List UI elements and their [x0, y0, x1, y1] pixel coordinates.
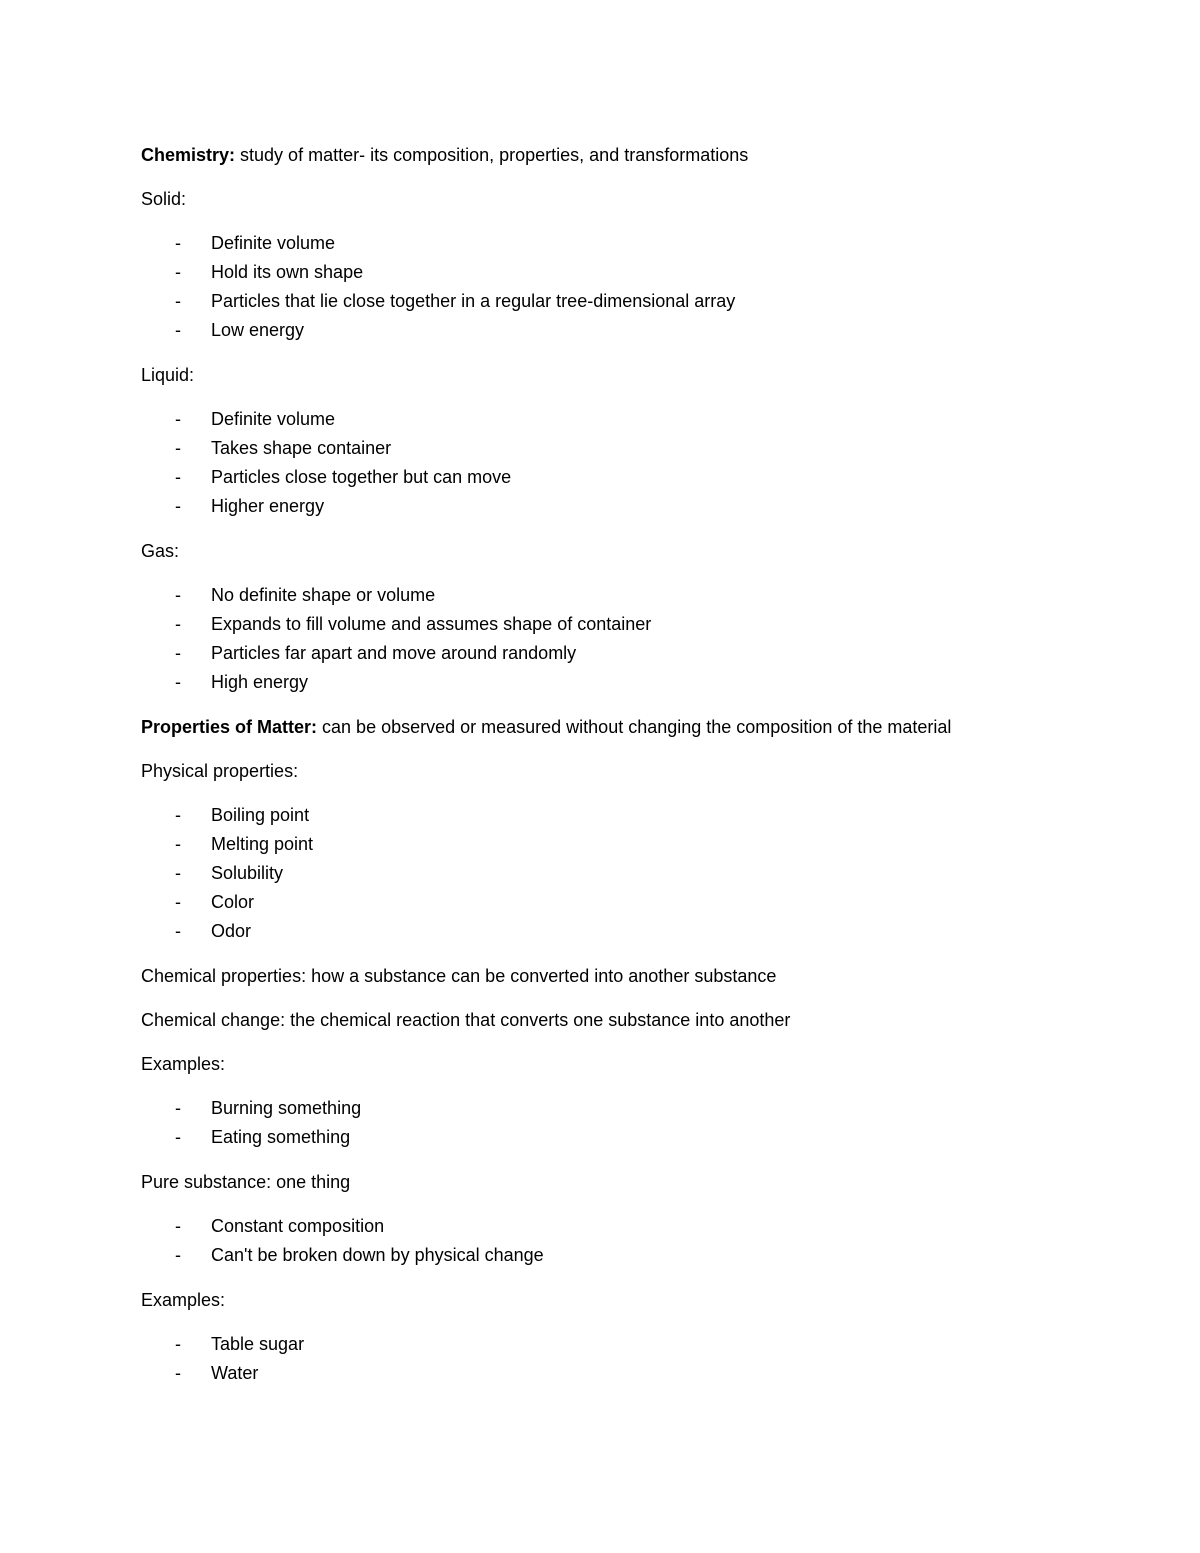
list-item	[141, 801, 1101, 830]
examples-list-2	[141, 1330, 1101, 1388]
list-item-text: Particles that lie close together in a regular tree-dimensional array	[211, 291, 736, 311]
list-item	[141, 1094, 1101, 1123]
list-item-text: Melting point	[211, 834, 314, 854]
list-item-text: Definite volume	[211, 409, 336, 429]
list-item-text: Takes shape container	[211, 438, 392, 458]
dash-bullet: -	[175, 614, 181, 634]
list-item-text: Definite volume	[211, 233, 336, 253]
list-item	[141, 859, 1101, 888]
pure-substance-list	[141, 1212, 1101, 1270]
list-item-text: Particles close together but can move	[211, 467, 512, 487]
physical-properties-list	[141, 801, 1101, 946]
list-item-text: Low energy	[211, 320, 305, 340]
physical-properties-heading: Physical properties:	[141, 761, 299, 781]
dash-bullet: -	[175, 1098, 181, 1118]
dash-bullet: -	[175, 233, 181, 253]
list-item	[141, 258, 1101, 287]
liquid-heading: Liquid:	[141, 365, 195, 385]
list-item	[141, 610, 1101, 639]
list-item-text: Hold its own shape	[211, 262, 364, 282]
list-item-text: No definite shape or volume	[211, 585, 436, 605]
chemistry-term: Chemistry:	[141, 145, 236, 165]
dash-bullet: -	[175, 467, 181, 487]
dash-bullet: -	[175, 1127, 181, 1147]
dash-bullet: -	[175, 409, 181, 429]
list-item-text: High energy	[211, 672, 309, 692]
gas-list	[141, 581, 1101, 697]
list-item-text: Solubility	[211, 863, 284, 883]
list-item-text: Boiling point	[211, 805, 310, 825]
list-item	[141, 581, 1101, 610]
dash-bullet: -	[175, 834, 181, 854]
list-item	[141, 492, 1101, 521]
list-item-text: Table sugar	[211, 1334, 305, 1354]
list-item-text: Higher energy	[211, 496, 325, 516]
dash-bullet: -	[175, 1334, 181, 1354]
list-item-text: Burning something	[211, 1098, 362, 1118]
list-item	[141, 639, 1101, 668]
gas-heading: Gas:	[141, 541, 180, 561]
examples-list	[141, 1094, 1101, 1152]
list-item	[141, 434, 1101, 463]
pure-substance-heading: Pure substance: one thing	[141, 1172, 351, 1192]
dash-bullet: -	[175, 496, 181, 516]
list-item	[141, 830, 1101, 859]
dash-bullet: -	[175, 262, 181, 282]
list-item	[141, 1212, 1101, 1241]
list-item	[141, 1330, 1101, 1359]
chemical-properties-definition: Chemical properties: how a substance can be converted into another substance	[141, 966, 777, 986]
dash-bullet: -	[175, 643, 181, 663]
dash-bullet: -	[175, 1216, 181, 1236]
chemistry-definition-text: study of matter- its composition, properties, and transformations	[235, 145, 749, 165]
dash-bullet: -	[175, 921, 181, 941]
solid-heading: Solid:	[141, 189, 187, 209]
list-item-text: Color	[211, 892, 255, 912]
list-item	[141, 229, 1101, 258]
list-item	[141, 1241, 1101, 1270]
dash-bullet: -	[175, 585, 181, 605]
properties-of-matter-text: can be observed or measured without changing the composition of the material	[317, 717, 952, 737]
list-item-text: Water	[211, 1363, 259, 1383]
dash-bullet: -	[175, 672, 181, 692]
list-item	[141, 1123, 1101, 1152]
properties-of-matter-term: Properties of Matter:	[141, 717, 318, 737]
list-item-text: Can't be broken down by physical change	[211, 1245, 544, 1265]
liquid-list	[141, 405, 1101, 521]
list-item-text: Odor	[211, 921, 252, 941]
examples-heading: Examples:	[141, 1054, 226, 1074]
examples-heading-2: Examples:	[141, 1290, 226, 1310]
list-item	[141, 917, 1101, 946]
list-item	[141, 316, 1101, 345]
list-item	[141, 888, 1101, 917]
dash-bullet: -	[175, 805, 181, 825]
list-item	[141, 405, 1101, 434]
dash-bullet: -	[175, 291, 181, 311]
dash-bullet: -	[175, 863, 181, 883]
list-item-text: Eating something	[211, 1127, 351, 1147]
dash-bullet: -	[175, 438, 181, 458]
list-item	[141, 1359, 1101, 1388]
properties-of-matter-definition	[141, 713, 1101, 741]
document-body	[141, 141, 1101, 1404]
dash-bullet: -	[175, 892, 181, 912]
list-item-text: Constant composition	[211, 1216, 385, 1236]
list-item	[141, 287, 1101, 316]
list-item-text: Expands to fill volume and assumes shape of container	[211, 614, 652, 634]
chemistry-definition	[141, 141, 1101, 169]
dash-bullet: -	[175, 320, 181, 340]
dash-bullet: -	[175, 1245, 181, 1265]
list-item-text: Particles far apart and move around randomly	[211, 643, 577, 663]
chemical-change-definition: Chemical change: the chemical reaction that converts one substance into another	[141, 1010, 791, 1030]
solid-list	[141, 229, 1101, 345]
dash-bullet: -	[175, 1363, 181, 1383]
list-item	[141, 668, 1101, 697]
list-item	[141, 463, 1101, 492]
